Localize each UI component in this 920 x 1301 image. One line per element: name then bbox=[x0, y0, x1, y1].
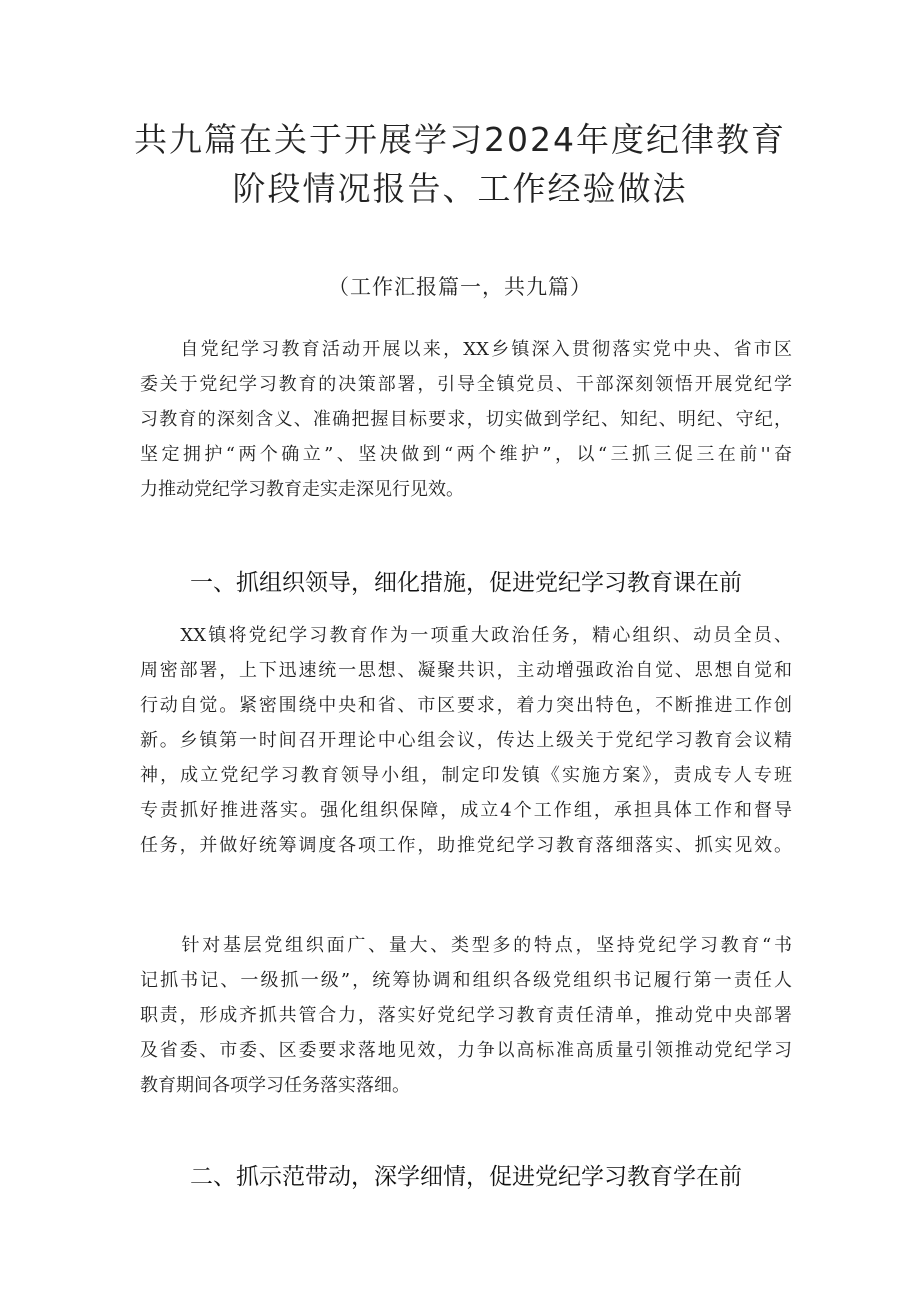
document-title-line-2: 阶段情况报告、工作经验做法 bbox=[232, 169, 688, 208]
paragraph-line: 委关于党纪学习教育的决策部署，引导全镇党员、干部深刻领悟开展党纪学 bbox=[140, 374, 792, 395]
section-heading-1: 一、抓组织领导，细化措施，促进党纪学习教育课在前 bbox=[190, 570, 742, 596]
paragraph-line: 习教育的深刻含义、准确把握目标要求，切实做到学纪、知纪、明纪、守纪， bbox=[140, 409, 792, 430]
paragraph-line: 针对基层党组织面广、量大、类型多的特点，坚持党纪学习教育“书 bbox=[140, 935, 792, 956]
paragraph-line: 专责抓好推进落实。强化组织保障，成立4个工作组，承担具体工作和督导 bbox=[140, 800, 792, 821]
paragraph-intro bbox=[140, 332, 792, 507]
document-title-line-1: 共九篇在关于开展学习2024年度纪律教育 bbox=[134, 120, 786, 159]
paragraph-line: 职责，形成齐抓共管合力，落实好党纪学习教育责任清单，推动党中央部署 bbox=[140, 1005, 792, 1026]
paragraph-line: 及省委、市委、区委要求落地见效，力争以高标准高质量引领推动党纪学习 bbox=[140, 1040, 792, 1061]
paragraph-line: 教育期间各项学习任务落实落细。 bbox=[140, 1075, 410, 1096]
paragraph-line: 神，成立党纪学习教育领导小组，制定印发镇《实施方案》，责成专人专班 bbox=[140, 765, 792, 786]
paragraph-section-1-b bbox=[140, 928, 792, 1103]
paragraph-line: 行动自觉。紧密围绕中央和省、市区要求，着力突出特色，不断推进工作创 bbox=[140, 695, 792, 716]
paragraph-section-1-a bbox=[140, 618, 792, 863]
paragraph-line: 新。乡镇第一时间召开理论中心组会议，传达上级关于党纪学习教育会议精 bbox=[140, 730, 792, 751]
paragraph-line: 坚定拥护“两个确立”、坚决做到“两个维护”，以“三抓三促三在前''奋 bbox=[140, 444, 792, 465]
section-heading-2: 二、抓示范带动，深学细情，促进党纪学习教育学在前 bbox=[190, 1164, 742, 1190]
paragraph-line: 任务，并做好统筹调度各项工作，助推党纪学习教育落细落实、抓实见效。 bbox=[140, 835, 792, 856]
paragraph-line: 力推动党纪学习教育走实走深见行见效。 bbox=[140, 479, 464, 500]
paragraph-line: 周密部署，上下迅速统一思想、凝聚共识，主动增强政治自觉、思想自觉和 bbox=[140, 660, 792, 681]
paragraph-line: 记抓书记、一级抓一级”，统筹协调和组织各级党组织书记履行第一责任人 bbox=[140, 970, 792, 991]
paragraph-line: XX镇将党纪学习教育作为一项重大政治任务，精心组织、动员全员、 bbox=[140, 625, 792, 646]
document-subtitle: （工作汇报篇一，共九篇） bbox=[328, 275, 592, 299]
paragraph-line: 自党纪学习教育活动开展以来，XX乡镇深入贯彻落实党中央、省市区 bbox=[140, 339, 792, 360]
